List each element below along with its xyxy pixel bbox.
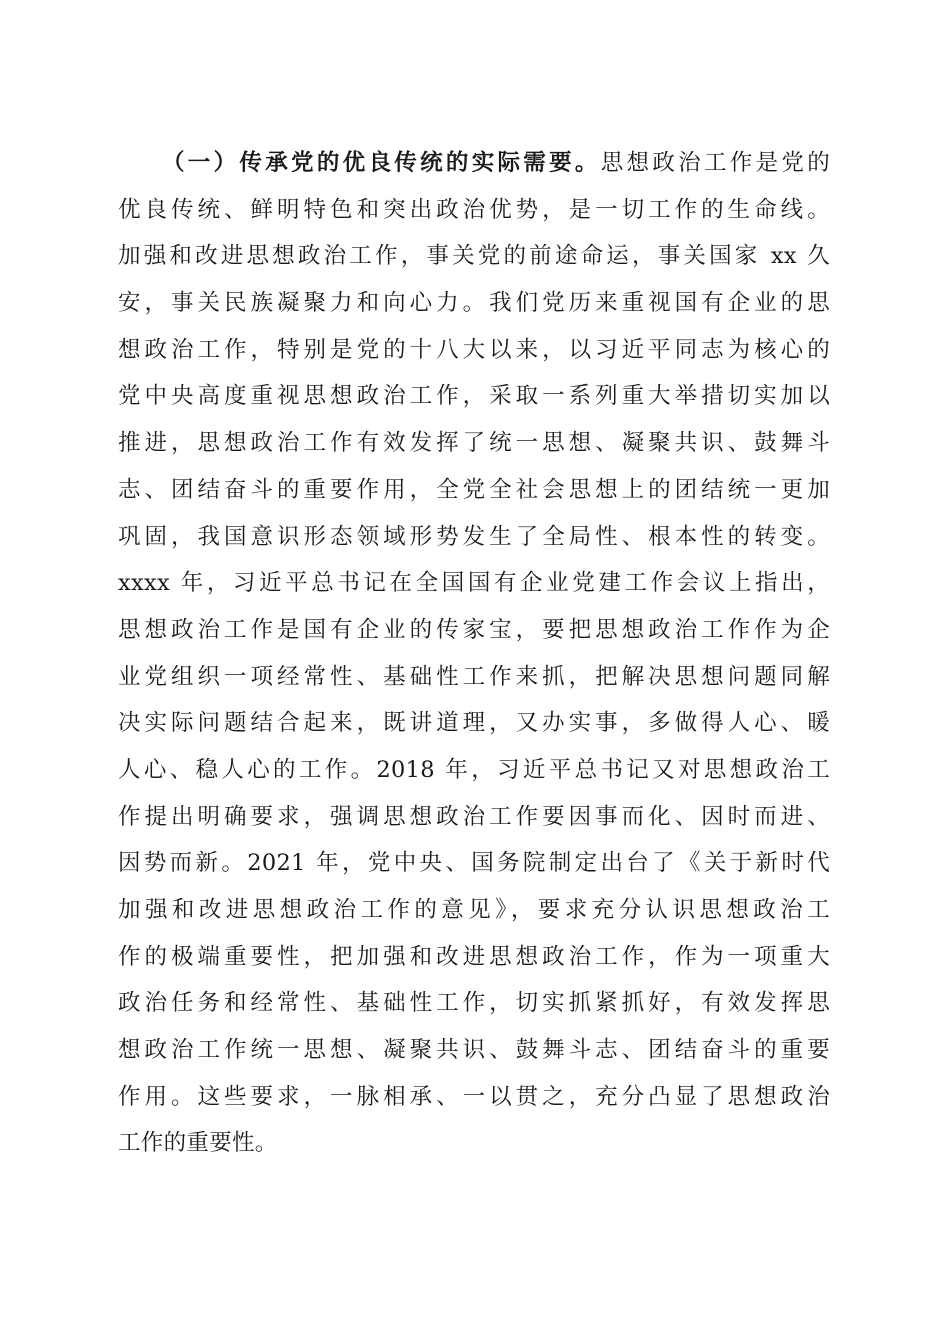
text-line: 推进，思想政治工作有效发挥了统一思想、凝聚共识、鼓舞斗 — [118, 430, 830, 457]
text-line: 优良传统、鲜明特色和突出政治优势，是一切工作的生命线。 — [118, 196, 830, 223]
text-line: 加强和改进思想政治工作，事关党的前途命运，事关国家 xx 久 — [118, 243, 830, 270]
text-line: 思想政治工作是国有企业的传家宝，要把思想政治工作作为企 — [118, 616, 830, 643]
text-line: 安，事关民族凝聚力和向心力。我们党历来重视国有企业的思 — [118, 290, 830, 317]
text-line-last: 工作的重要性。 — [118, 1130, 278, 1157]
body-paragraph — [118, 140, 830, 1167]
text-line: 志、团结奋斗的重要作用，全党全社会思想上的团结统一更加 — [118, 476, 830, 503]
text-line: 想政治工作，特别是党的十八大以来，以习近平同志为核心的 — [118, 336, 830, 363]
text-line: 作的极端重要性，把加强和改进思想政治工作，作为一项重大 — [118, 943, 830, 970]
paragraph-first-line — [118, 140, 830, 187]
text-line: 业党组织一项经常性、基础性工作来抓，把解决思想问题同解 — [118, 663, 830, 690]
text-line: 加强和改进思想政治工作的意见》，要求充分认识思想政治工 — [118, 897, 830, 923]
text-line: 党中央高度重视思想政治工作，采取一系列重大举措切实加以 — [118, 383, 830, 410]
text-line: 政治任务和经常性、基础性工作，切实抓紧抓好，有效发挥思 — [118, 990, 830, 1017]
text-line: xxxx 年，习近平总书记在全国国有企业党建工作会议上指出， — [118, 570, 830, 597]
text-line: 作用。这些要求，一脉相承、一以贯之，充分凸显了思想政治 — [118, 1083, 830, 1110]
section-heading: （一）传承党的优良传统的实际需要。 — [162, 150, 601, 176]
text-line: 作提出明确要求，强调思想政治工作要因事而化、因时而进、 — [118, 803, 830, 830]
text-line: 因势而新。2021 年，党中央、国务院制定出台了《关于新时代 — [118, 850, 830, 877]
text-line: 巩固，我国意识形态领域形势发生了全局性、根本性的转变。 — [118, 523, 830, 550]
text-line: 决实际问题结合起来，既讲道理，又办实事，多做得人心、暖 — [118, 710, 830, 737]
text-line: 思想政治工作是党的 — [600, 150, 830, 176]
text-line: 想政治工作统一思想、凝聚共识、鼓舞斗志、团结奋斗的重要 — [118, 1037, 830, 1064]
text-line: 人心、稳人心的工作。2018 年，习近平总书记又对思想政治工 — [118, 756, 830, 783]
